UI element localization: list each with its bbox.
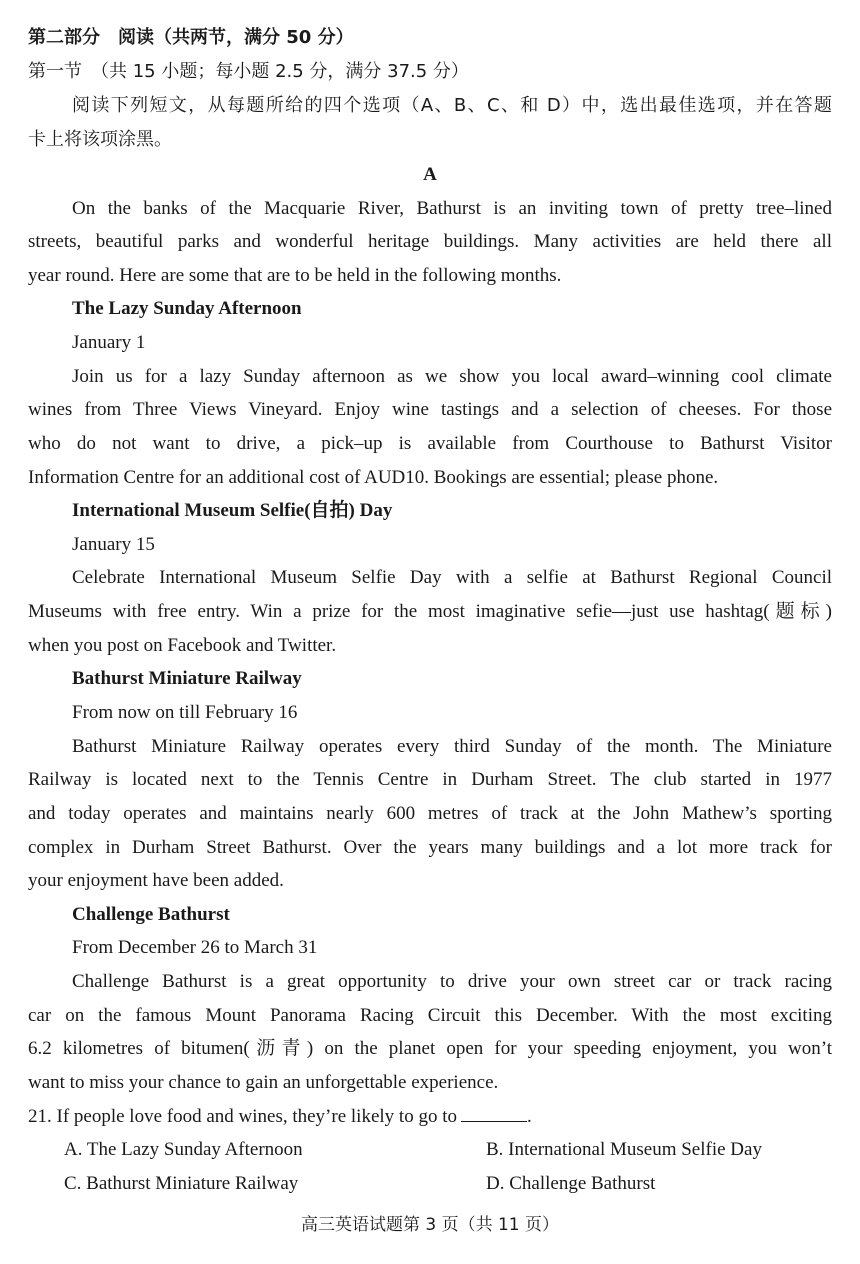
event-text-line: who do not want to drive, a pick–up is available from Courthouse to Bathurst Visitor (28, 433, 832, 454)
section-title: 第一节 （共 15 小题；每小题 2.5 分，满分 37.5 分） (28, 61, 469, 82)
event-text-line: 6.2 kilometres of bitumen(沥青) on the planet open for your speeding enjoyment, you won’t (28, 1038, 832, 1059)
event-text-line: wines from Three Views Vineyard. Enjoy wine tastings and a selection of cheeses. For those (28, 399, 832, 420)
event-title: International Museum Selfie(自拍) Day (72, 500, 393, 521)
event-text-line: Join us for a lazy Sunday afternoon as we show you local award–winning cool climate (72, 366, 832, 387)
event-text-line: Bathurst Miniature Railway operates every third Sunday of the month. The Miniature (72, 736, 832, 757)
question-text: 21. If people love food and wines, they’re likely to go to (28, 1106, 457, 1127)
intro-line: year round. Here are some that are to be held in the following months. (28, 265, 562, 286)
event-date: January 15 (72, 534, 155, 555)
event-text-line: complex in Durham Street Bathurst. Over the years many buildings and a lot more track for (28, 837, 832, 858)
intro-line: On the banks of the Macquarie River, Bathurst is an inviting town of pretty tree–lined (72, 198, 832, 219)
option-c: C. Bathurst Miniature Railway (64, 1173, 299, 1194)
event-title: Bathurst Miniature Railway (72, 668, 302, 689)
intro-line: streets, beautiful parks and wonderful heritage buildings. Many activities are held there all (28, 231, 832, 252)
event-date: January 1 (72, 332, 146, 353)
option-b: B. International Museum Selfie Day (486, 1139, 762, 1160)
passage-letter: A (423, 164, 437, 185)
event-text-line: want to miss your chance to gain an unforgettable experience. (28, 1072, 499, 1093)
instruction-line: 卡上将该项涂黑。 (28, 129, 172, 150)
instruction-line: 阅读下列短文，从每题所给的四个选项（A、B、C、和 D）中，选出最佳选项，并在答题 (72, 95, 832, 116)
option-d: D. Challenge Bathurst (486, 1173, 656, 1194)
event-text-line: Museums with free entry. Win a prize for the most imaginative sefie—just use hashtag(题标) (28, 601, 832, 622)
part-title: 第二部分 阅读（共两节，满分 50 分） (28, 27, 354, 48)
event-text-line: Celebrate International Museum Selfie Day with a selfie at Bathurst Regional Council (72, 567, 832, 588)
event-text-line: and today operates and maintains nearly 600 metres of track at the John Mathew’s sporting (28, 803, 832, 824)
event-text-line: when you post on Facebook and Twitter. (28, 635, 337, 656)
page-footer: 高三英语试题第 3 页（共 11 页） (300, 1215, 560, 1235)
question-period: . (526, 1106, 532, 1127)
answer-blank (461, 1104, 527, 1122)
event-title: The Lazy Sunday Afternoon (72, 298, 302, 319)
event-text-line: Challenge Bathurst is a great opportunity to drive your own street car or track racing (72, 971, 832, 992)
event-text-line: car on the famous Mount Panorama Racing Circuit this December. With the most exciting (28, 1005, 832, 1026)
event-text-line: your enjoyment have been added. (28, 870, 284, 891)
question-stem (28, 1104, 832, 1129)
event-text-line: Railway is located next to the Tennis Centre in Durham Street. The club started in 1977 (28, 769, 832, 790)
event-date: From now on till February 16 (72, 702, 298, 723)
event-text-line: Information Centre for an additional cost of AUD10. Bookings are essential; please phone. (28, 467, 719, 488)
event-date: From December 26 to March 31 (72, 937, 318, 958)
event-title: Challenge Bathurst (72, 904, 230, 925)
option-a: A. The Lazy Sunday Afternoon (64, 1139, 303, 1160)
